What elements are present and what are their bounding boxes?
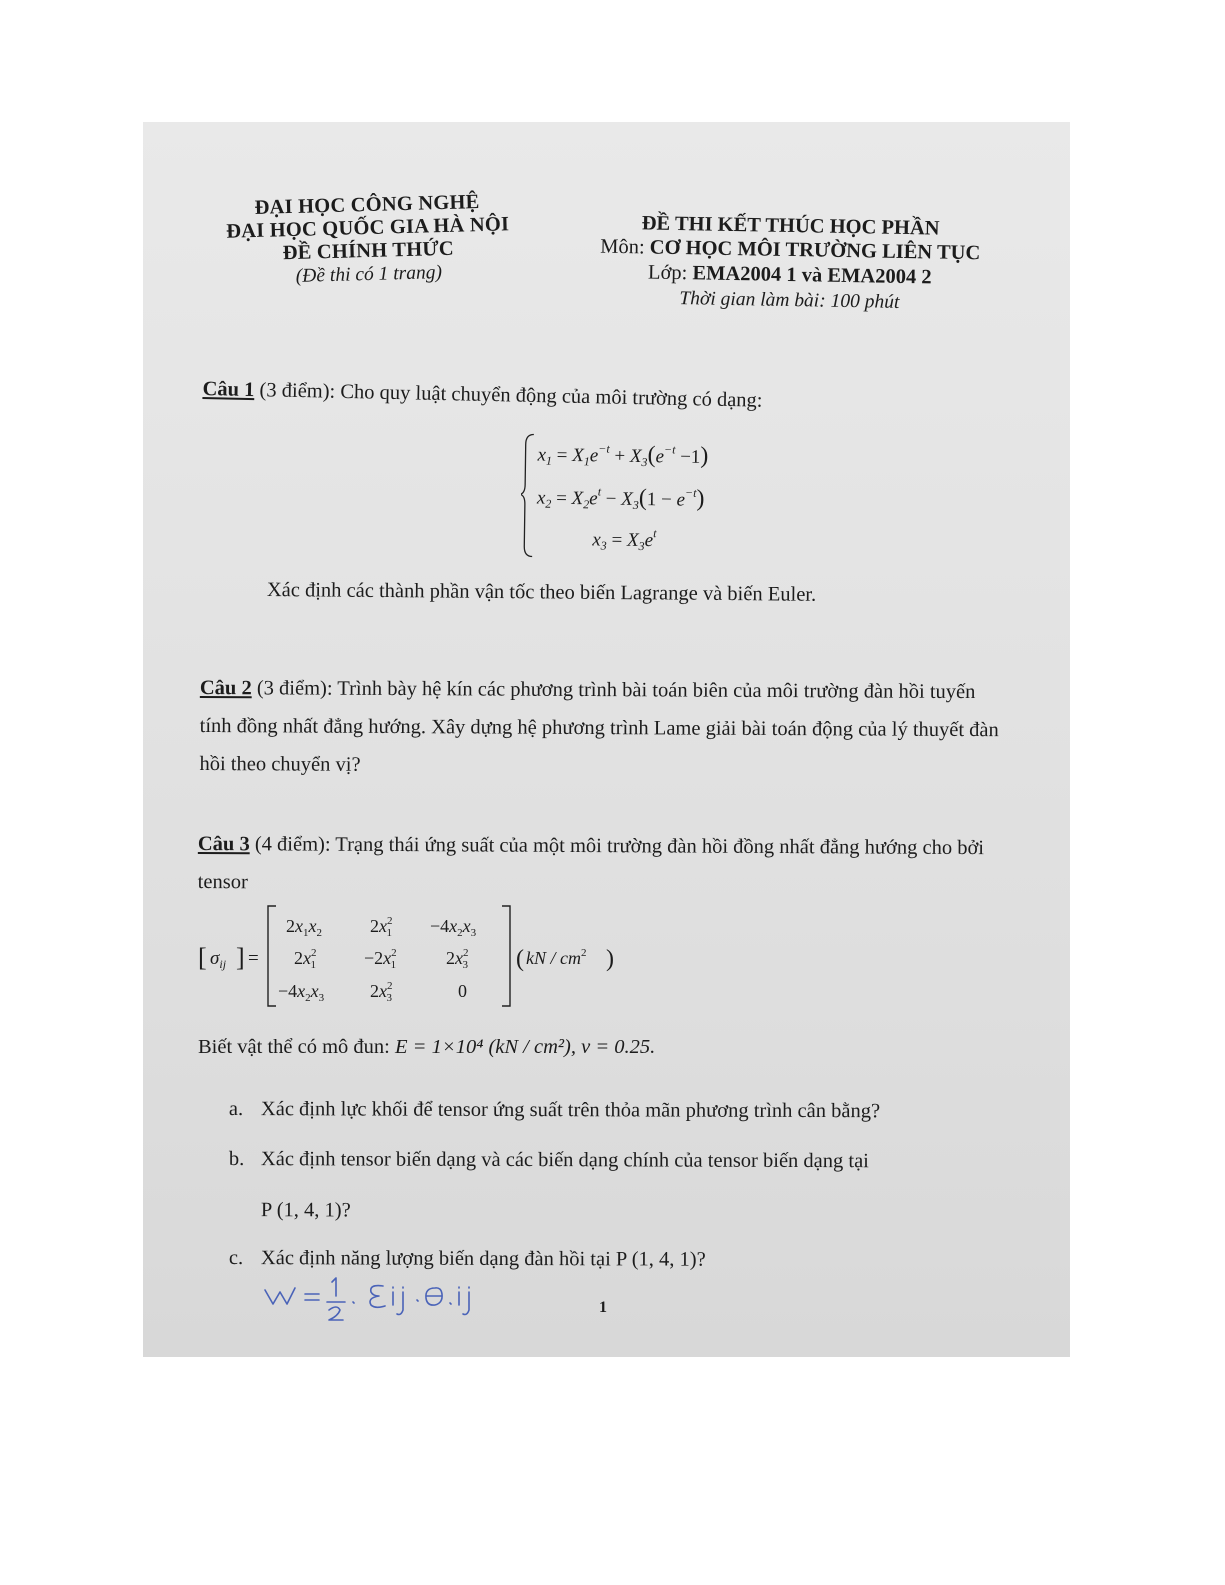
- national-university-name: ĐẠI HỌC QUỐC GIA HÀ NỘI: [225, 213, 510, 243]
- svg-text:0: 0: [458, 981, 467, 1001]
- university-name: ĐẠI HỌC CÔNG NGHỆ: [254, 191, 480, 219]
- exam-paper: [143, 122, 1070, 1357]
- item-a-label: a.: [228, 1098, 244, 1121]
- modulus-value: E = 1×10⁴ (kN / cm²), ν = 0.25.: [395, 1036, 656, 1058]
- item-c-label: c.: [228, 1247, 244, 1270]
- item-a-text: Xác định lực khối để tensor ứng suất trên thỏa mãn phương trình cân bằng?: [260, 1098, 881, 1123]
- question-3-text: Trạng thái ứng suất của một môi trường đàn hồi đồng nhất đẳng hướng cho bởi tensor: [197, 833, 985, 894]
- svg-text:kN / cm2: kN / $cm^2$: [526, 947, 587, 968]
- item-c-text: Xác định năng lượng biến dạng đàn hồi tại P (1, 4, 1)?: [260, 1247, 706, 1271]
- svg-text:2x23: $2x^2$ 3: [370, 980, 393, 1004]
- svg-text:(: (: [516, 946, 524, 972]
- exam-title: ĐỀ THI KẾT THÚC HỌC PHẦN: [641, 212, 940, 240]
- subject-name: CƠ HỌC MÔI TRƯỜNG LIÊN TỤC: [649, 236, 981, 265]
- question-2: [199, 669, 1010, 787]
- page-number: 1: [599, 1299, 607, 1316]
- svg-text:−4x2x3: $-4x_2x_3$: [430, 916, 477, 939]
- modulus-line: [198, 1032, 655, 1062]
- stress-tensor-matrix: [198, 902, 628, 1012]
- svg-text:[: [: [198, 943, 207, 972]
- svg-text:2x21: $2x^2$ 1: [370, 915, 393, 939]
- question-3: [198, 825, 1008, 905]
- class-codes: EMA2004 1 và EMA2004 2: [692, 262, 932, 289]
- page-count-note: (Đề thi có 1 trang): [295, 262, 443, 287]
- question-3-points: (4 điểm):: [249, 833, 336, 856]
- svg-text:−4x2x3: $-4x_2x_3$: [278, 981, 325, 1004]
- svg-text:x3 = X3et: $x_3 = X_3e^t$: [592, 526, 657, 554]
- svg-text:): ): [606, 946, 614, 972]
- question-2-label: Câu 2: [199, 676, 252, 700]
- question-1-label: Câu 1: [202, 377, 255, 402]
- official-exam-label: ĐỀ CHÍNH THỨC: [282, 237, 455, 265]
- question-3-item-a: [229, 1095, 880, 1125]
- item-b-point-text: P (1, 4, 1)?: [260, 1199, 351, 1222]
- question-3-item-c: [229, 1244, 706, 1274]
- exam-duration: Thời gian làm bài: 100 phút: [679, 288, 900, 313]
- question-3-item-b: [229, 1145, 869, 1175]
- svg-text:−2x21: $-2x^2$ 1: [364, 947, 397, 971]
- question-1: [202, 370, 1003, 425]
- institution-header: [197, 190, 539, 292]
- exam-header: [574, 210, 1006, 316]
- svg-text:σij: $\sigma_{ij}$: [210, 948, 227, 971]
- question-2-text: Trình bày hệ kín các phương trình bài toán biên của môi trường đàn hồi tuyến tính đồng nhất đẳng hướng. Xây dựng hệ phương trình Lame giải bài toán động của lý thuyết đàn hồi theo chuyển vị?: [199, 677, 999, 776]
- handwritten-formula: [261, 1272, 531, 1328]
- svg-text:x2 = X2et − X3(1 − e−t): $x_2 = X_2e^t - X_3(1 - e^{-t})$: [536, 484, 705, 512]
- item-b-text: Xác định tensor biến dạng và các biến dạng chính của tensor biến dạng tại: [260, 1148, 869, 1173]
- svg-text:x1 = X1e−t + X3(e−t −1): $x_1 = X_1e^{-t} + X_3(e^{-t} -1)$: [537, 441, 709, 470]
- item-b-label: b.: [228, 1148, 245, 1171]
- modulus-prefix: Biết vật thể có mô đun:: [198, 1036, 395, 1058]
- question-1-text: Cho quy luật chuyển động của môi trường có dạng:: [340, 380, 763, 412]
- svg-text:=: =: [248, 948, 259, 969]
- subject-prefix: Môn:: [600, 235, 650, 259]
- svg-text:2x21: $2x^2$ 1: [294, 947, 317, 971]
- svg-text:]: ]: [236, 943, 245, 972]
- motion-law-equations: [520, 430, 762, 561]
- question-1-task: Xác định các thành phần vận tốc theo biến Lagrange và biến Euler.: [266, 578, 817, 606]
- svg-text:2x1x2: $2x_1x_2$: [286, 916, 322, 939]
- svg-text:2x23: $2x^2$ 3: [446, 947, 469, 971]
- question-3-item-b-point: [229, 1196, 351, 1224]
- question-2-points: (3 điểm):: [251, 677, 338, 700]
- question-3-label: Câu 3: [197, 832, 250, 856]
- class-prefix: Lớp:: [647, 261, 693, 285]
- question-1-points: (3 điểm):: [254, 379, 341, 403]
